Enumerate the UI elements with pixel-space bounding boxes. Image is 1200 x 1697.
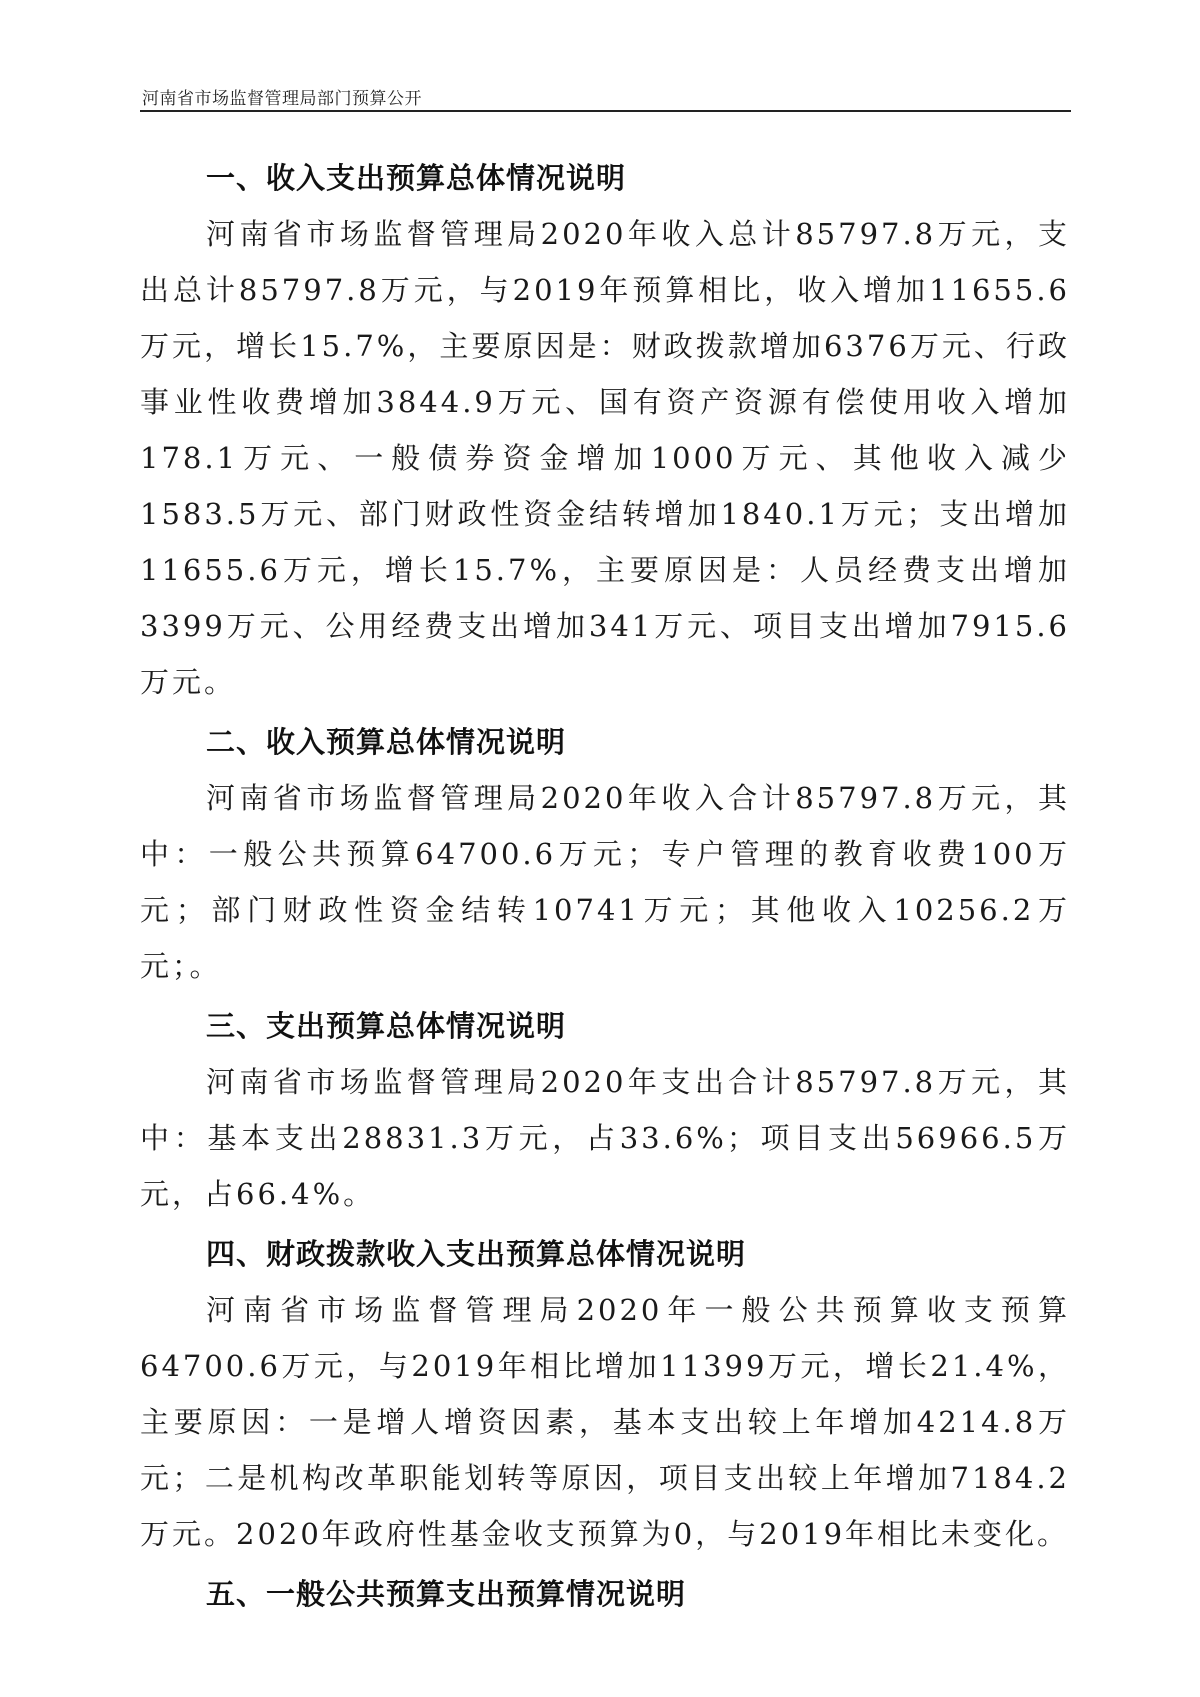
section-3-heading: 三、支出预算总体情况说明 (206, 1009, 567, 1043)
header-divider (140, 110, 1071, 112)
section-3-paragraph: 河南省市场监督管理局2020年支出合计85797.8万元，其中：基本支出28831.3万元，占33.6%；项目支出56966.5万元，占66.4%。 (140, 1065, 1070, 1211)
section-4-heading: 四、财政拨款收入支出预算总体情况说明 (206, 1237, 747, 1271)
document-body (140, 150, 1070, 1622)
section-4-paragraph: 河南省市场监督管理局2020年一般公共预算收支预算64700.6万元，与2019年相比增加11399万元，增长21.4%，主要原因：一是增人增资因素，基本支出较上年增加4214.8万元；二是机构改革职能划转等原因，项目支出较上年增加7184.2万元。2020年政府性基金收支预算为0，与2019年相比未变化。 (140, 1293, 1070, 1551)
section-1-heading: 一、收入支出预算总体情况说明 (206, 161, 627, 195)
running-header: 河南省市场监督管理局部门预算公开 (142, 89, 422, 109)
section-1-paragraph: 河南省市场监督管理局2020年收入总计85797.8万元，支出总计85797.8万元，与2019年预算相比，收入增加11655.6万元，增长15.7%，主要原因是：财政拨款增加6376万元、行政事业性收费增加3844.9万元、国有资产资源有偿使用收入增加178.1万元、一般债券资金增加1000万元、其他收入减少1583.5万元、部门财政性资金结转增加1840.1万元；支出增加11655.6万元，增长15.7%，主要原因是：人员经费支出增加3399万元、公用经费支出增加341万元、项目支出增加7915.6万元。 (140, 217, 1070, 699)
section-2-paragraph: 河南省市场监督管理局2020年收入合计85797.8万元，其中：一般公共预算64700.6万元；专户管理的教育收费100万元；部门财政性资金结转10741万元；其他收入10256.2万元；。 (140, 781, 1070, 983)
section-5-heading: 五、一般公共预算支出预算情况说明 (206, 1577, 687, 1611)
section-2-heading: 二、收入预算总体情况说明 (206, 725, 567, 759)
